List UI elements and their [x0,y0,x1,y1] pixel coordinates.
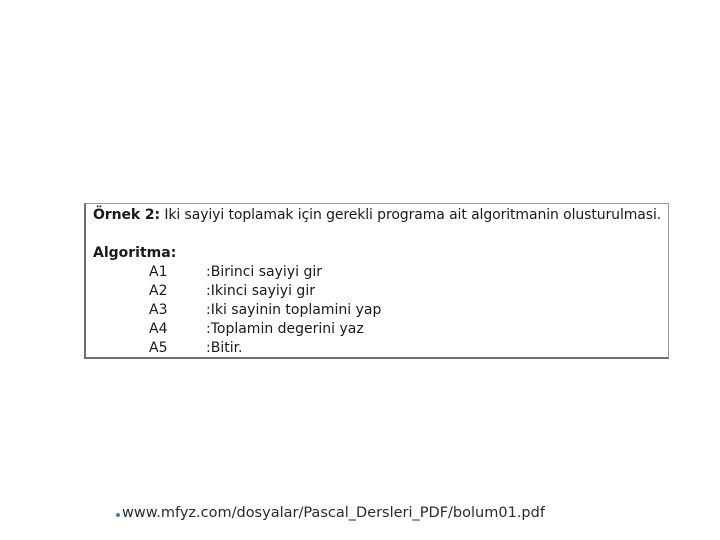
step-text: :Birinci sayiyi gir [206,264,322,280]
step-text: :Iki sayinin toplamini yap [206,302,382,318]
step-text: :Bitir. [206,340,243,356]
step-id: A5 [149,340,168,356]
step-id: A2 [149,283,168,299]
algorithm-example-image [84,203,669,359]
step-id: A4 [149,321,168,337]
step-text: :Toplamin degerini yaz [206,321,364,337]
example-label: Örnek 2: [93,207,160,223]
source-footer [116,505,545,521]
algorithm-title: Algoritma: [93,245,177,261]
step-text: :Ikinci sayiyi gir [206,283,315,299]
example-description: Iki sayiyi toplamak için gerekli programa ait algoritmanin olusturulmasi. [160,207,662,223]
example-heading [93,207,661,223]
step-id: A3 [149,302,168,318]
source-url-link[interactable]: www.mfyz.com/dosyalar/Pascal_Dersleri_PDF/bolum01.pdf [122,505,545,521]
step-id: A1 [149,264,168,280]
bullet-icon [116,513,120,517]
